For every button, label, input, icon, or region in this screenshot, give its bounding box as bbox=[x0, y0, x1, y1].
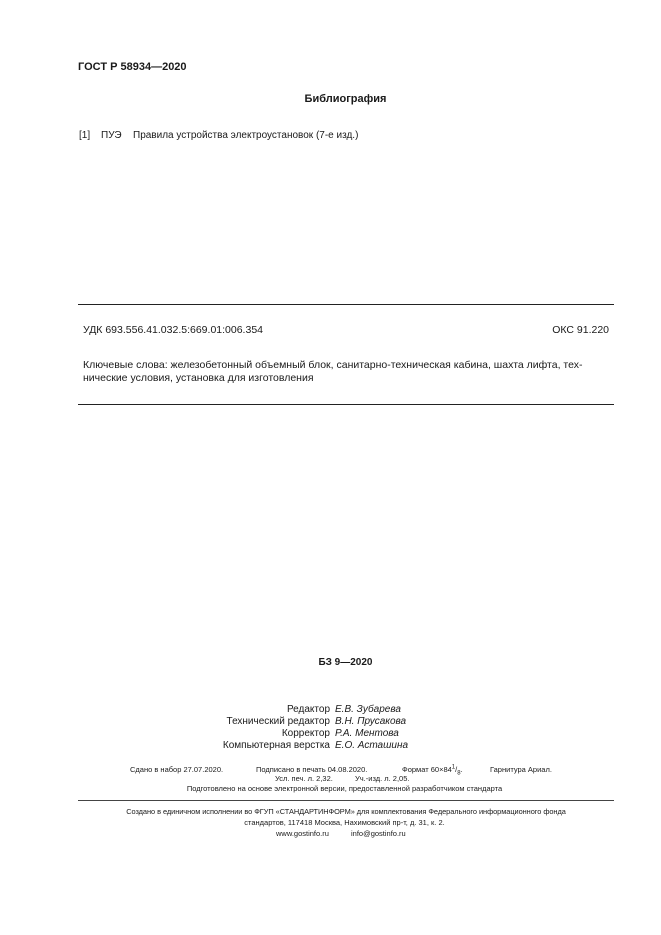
credit-person: Е.В. Зубарева bbox=[335, 704, 401, 715]
bz-number: БЗ 9—2020 bbox=[318, 657, 373, 668]
publisher-line-1: Создано в единичном исполнении во ФГУП «СТАНДАРТИНФОРМ» для комплектования Федерального информационного фонда bbox=[126, 807, 566, 816]
imprint-sheets: Усл. печ. л. 2,32. bbox=[275, 774, 333, 783]
imprint-edsheets: Уч.-изд. л. 2,05. bbox=[355, 774, 410, 783]
credit-person: Е.О. Асташина bbox=[335, 740, 409, 751]
imprint-signed: Подписано в печать 04.08.2020. bbox=[256, 765, 368, 774]
imprint-sent: Сдано в набор 27.07.2020. bbox=[130, 765, 224, 774]
entry-text: Правила устройства электроустановок (7-е изд.) bbox=[133, 130, 359, 141]
divider-keywords bbox=[78, 404, 614, 405]
credit-role: Редактор bbox=[286, 704, 330, 715]
credit-person: В.Н. Прусакова bbox=[335, 716, 407, 727]
credit-role: Компьютерная верстка bbox=[222, 740, 330, 751]
standard-number: ГОСТ Р 58934—2020 bbox=[78, 61, 187, 73]
udk-code: УДК 693.556.41.032.5:669.01:006.354 bbox=[83, 324, 263, 336]
divider-top bbox=[78, 304, 614, 305]
imprint-prepared: Подготовлено на основе электронной версии, предоставленной разработчиком стандарта bbox=[186, 784, 503, 793]
divider-publisher bbox=[78, 800, 614, 801]
bibliography-title: Библиография bbox=[304, 93, 387, 105]
publisher-website-link[interactable]: www.gostinfo.ru bbox=[276, 829, 329, 838]
keywords-line-2: нические условия, установка для изготовления bbox=[83, 372, 314, 384]
entry-number: [1] bbox=[79, 130, 91, 141]
credit-role: Корректор bbox=[281, 728, 330, 739]
credit-person: Р.А. Ментова bbox=[335, 728, 399, 739]
credit-layout bbox=[180, 740, 480, 753]
oks-code: ОКС 91.220 bbox=[552, 324, 609, 336]
publisher-line-2: стандартов, 117418 Москва, Нахимовский пр-т, д. 31, к. 2. bbox=[244, 818, 445, 827]
imprint-font: Гарнитура Ариал. bbox=[490, 765, 552, 774]
keywords-line-1: Ключевые слова: железобетонный объемный блок, санитарно-техническая кабина, шахта лифта, тех- bbox=[83, 359, 583, 371]
entry-abbreviation: ПУЭ bbox=[101, 130, 122, 141]
imprint-format: Формат $60\times 84^1/_8$. bbox=[402, 764, 463, 777]
credit-role: Технический редактор bbox=[226, 716, 330, 727]
publisher-email-link[interactable]: info@gostinfo.ru bbox=[351, 829, 406, 838]
